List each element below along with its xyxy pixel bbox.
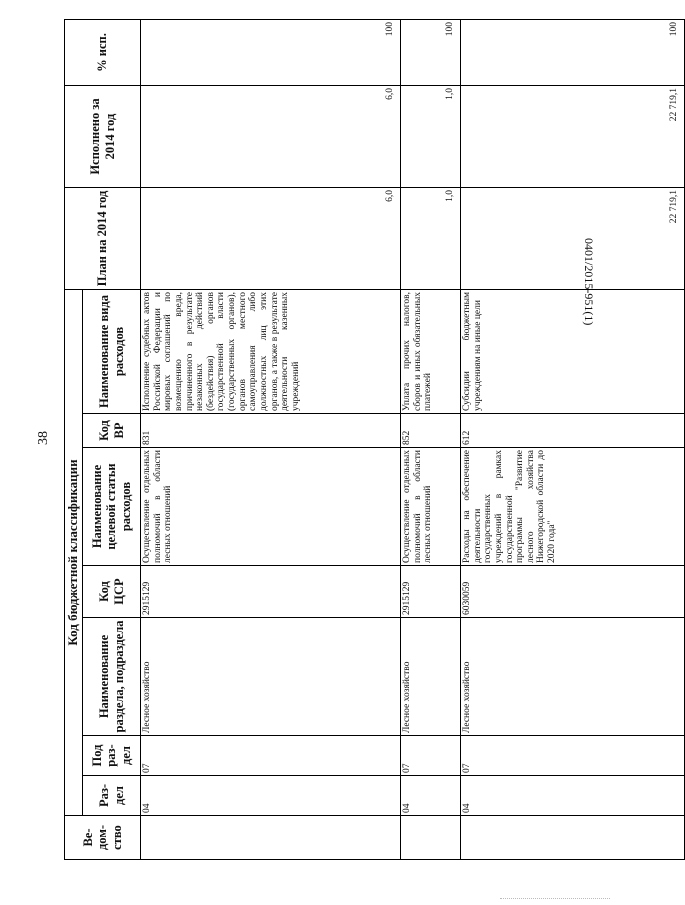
- header-plan: План на 2014 год: [65, 187, 141, 289]
- cell-percent: 100: [461, 19, 685, 85]
- cell-vedomstvo: [461, 816, 685, 860]
- table-row: [461, 19, 685, 859]
- cell-csr: 2915129: [141, 566, 401, 618]
- header-razdel-name: Наименование раздела, подраздела: [83, 618, 141, 736]
- header-executed: Исполнено за 2014 год: [65, 85, 141, 187]
- cell-razdel-name: Лесное хозяйство: [461, 618, 685, 736]
- cell-plan: 6,0: [141, 187, 401, 289]
- cell-podrazdel: 07: [461, 736, 685, 776]
- cell-executed: 1,0: [401, 85, 461, 187]
- table-row: [141, 19, 401, 859]
- header-razdel: Раз- дел: [83, 776, 141, 816]
- budget-table: [64, 19, 685, 860]
- cell-vr: 831: [141, 414, 401, 448]
- cell-razdel-name: Лесное хозяйство: [401, 618, 461, 736]
- document-code: 0401/2015-951(1): [582, 238, 596, 326]
- header-budget-classification: Код бюджетной классификации: [65, 289, 83, 815]
- cell-podrazdel: 07: [141, 736, 401, 776]
- header-vedomstvo: Ве- дом- ство: [65, 816, 141, 860]
- header-podrazdel: Под раз- дел: [83, 736, 141, 776]
- cell-csr-name: Осуществление отдельных полномочий в области лесных отношений: [141, 448, 401, 566]
- cell-executed: 6,0: [141, 85, 401, 187]
- header-percent: % исп.: [65, 19, 141, 85]
- page-number: 38: [36, 431, 51, 445]
- header-vr: Код ВР: [83, 414, 141, 448]
- cell-razdel: 04: [461, 776, 685, 816]
- cell-plan: 1,0: [401, 187, 461, 289]
- cell-vr: 612: [461, 414, 685, 448]
- cell-razdel: 04: [401, 776, 461, 816]
- cell-vedomstvo: [141, 816, 401, 860]
- cell-vr: 852: [401, 414, 461, 448]
- cell-razdel-name: Лесное хозяйство: [141, 618, 401, 736]
- cell-csr-name: Осуществление отдельных полномочий в области лесных отношений: [401, 448, 461, 566]
- rotated-table-container: [64, 20, 680, 860]
- cell-plan: 22 719,1: [461, 187, 685, 289]
- header-csr-name: Наименование целевой статьи расходов: [83, 448, 141, 566]
- cell-percent: 100: [401, 19, 461, 85]
- cell-vr-name: Исполнение судебных актов Российской Федерации и мировых соглашений по возмещению вреда, причиненного в результате незаконных действий (бездействия) органов государственной власти (государственных органов), органов местного самоуправления либо должностных лиц этих органов, а также в результате деятельности казенных учреждений: [141, 289, 401, 413]
- cell-csr-name: Расходы на обеспечение деятельности государственных учреждений в рамках государственной программы "Развитие лесного хозяйства Нижегородской области до 2020 года": [461, 448, 685, 566]
- cell-csr: 2915129: [401, 566, 461, 618]
- cell-razdel: 04: [141, 776, 401, 816]
- cell-csr: 6030059: [461, 566, 685, 618]
- cell-vr-name: Уплата прочих налогов, сборов и иных обязательных платежей: [401, 289, 461, 413]
- cell-percent: 100: [141, 19, 401, 85]
- header-csr: Код ЦСР: [83, 566, 141, 618]
- table-row: [401, 19, 461, 859]
- scan-artifact-line: [500, 898, 610, 900]
- cell-podrazdel: 07: [401, 736, 461, 776]
- cell-executed: 22 719,1: [461, 85, 685, 187]
- cell-vr-name: Субсидии бюджетным учреждениям на иные цели: [461, 289, 685, 413]
- header-vr-name: Наименование вида расходов: [83, 289, 141, 413]
- cell-vedomstvo: [401, 816, 461, 860]
